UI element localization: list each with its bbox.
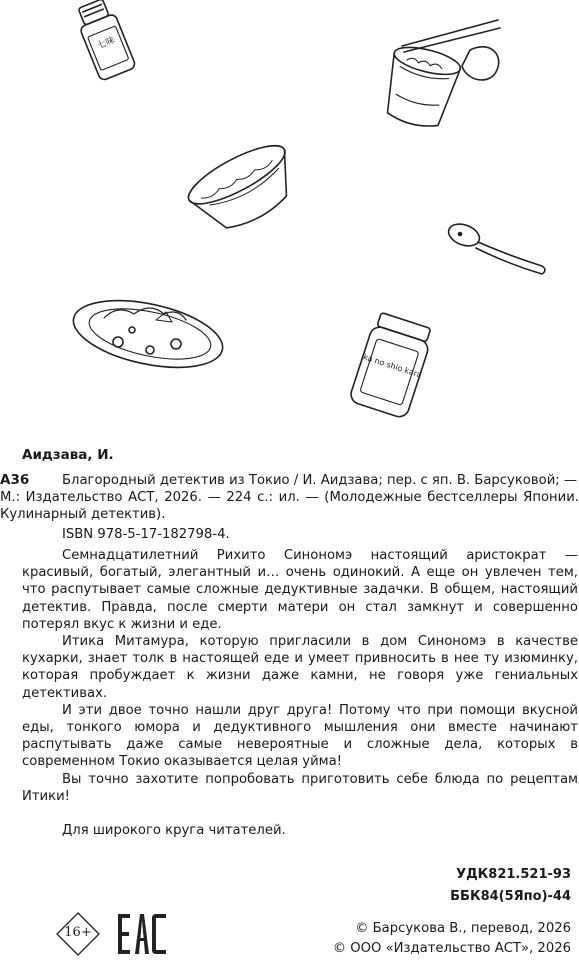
- food-illustrations: [0, 0, 579, 440]
- annotation-paragraph: И эти двое точно нашли друг друга! Потому что при помощи вкусной еды, тонкого юмора и дедуктивного мышления они вместе начинают распутывать даже самые невероятные и сложные дела, которых в современном Токио оказывается целая уйма!: [22, 702, 578, 770]
- jar-label: ika no shio kara: [359, 351, 423, 380]
- udk-code: УДК821.521-93: [456, 867, 571, 882]
- spice-bottle-label: 七味: [96, 35, 117, 52]
- bibliographic-record-first-line: Благородный детектив из Токио / И. Аидзава; пер. с яп. В. Барсуковой; —: [62, 473, 578, 488]
- spice-bottle-icon: [73, 0, 137, 81]
- author-heading: Аидзава, И.: [22, 447, 114, 463]
- instant-noodle-cup-icon: [379, 20, 500, 132]
- bibliographic-record-rest: М.: Издательство АСТ, 2026. — 224 с.: ил. — (Молодежные бестселлеры Японии. Кулинарный детектив).: [0, 490, 579, 523]
- audience-note: Для широкого круга читателей.: [62, 823, 286, 838]
- copyright-publisher: © ООО «Издательство АСТ», 2026: [332, 941, 571, 956]
- annotation-paragraph: Итика Митамура, которую пригласили в дом Синономэ в качестве кухарки, знает толк в настоящей еде и умеет привносить в нее ту изюминку, которая пробуждает к жизни даже камни, не говоря уже гениальных детективах.: [22, 634, 578, 701]
- annotation-paragraph: Семнадцатилетний Рихито Синономэ настоящий аристократ — красивый, богатый, элегантный и… очень одинокий. А еще он увлечен тем, что распутывает самые сложные дедуктивные задачки. В общем, настоящий детектив. Правда, после смерти матери он стал замкнут и совершенно потерял вкус к жизни и еде.: [22, 548, 578, 632]
- isbn: ISBN 978-5-17-182798-4.: [62, 527, 230, 542]
- bbk-code: ББК84(5Япо)-44: [450, 889, 571, 904]
- age-rating-label: 16+: [64, 925, 92, 940]
- classification-code: А36: [0, 472, 30, 488]
- age-rating-icon: [56, 912, 100, 956]
- annotation: [22, 547, 578, 805]
- copyright-translation: © Барсукова В., перевод, 2026: [355, 921, 571, 936]
- spoon-icon: [446, 220, 545, 274]
- jar-icon: [347, 311, 436, 420]
- eac-mark-icon: [118, 914, 166, 954]
- annotation-paragraph: Вы точно захотите попробовать приготовить себе блюда по рецептам Итики!: [22, 771, 578, 804]
- curry-plate-icon: [67, 289, 228, 379]
- bibliographic-record: [0, 472, 579, 524]
- bowl-icon: [182, 135, 307, 242]
